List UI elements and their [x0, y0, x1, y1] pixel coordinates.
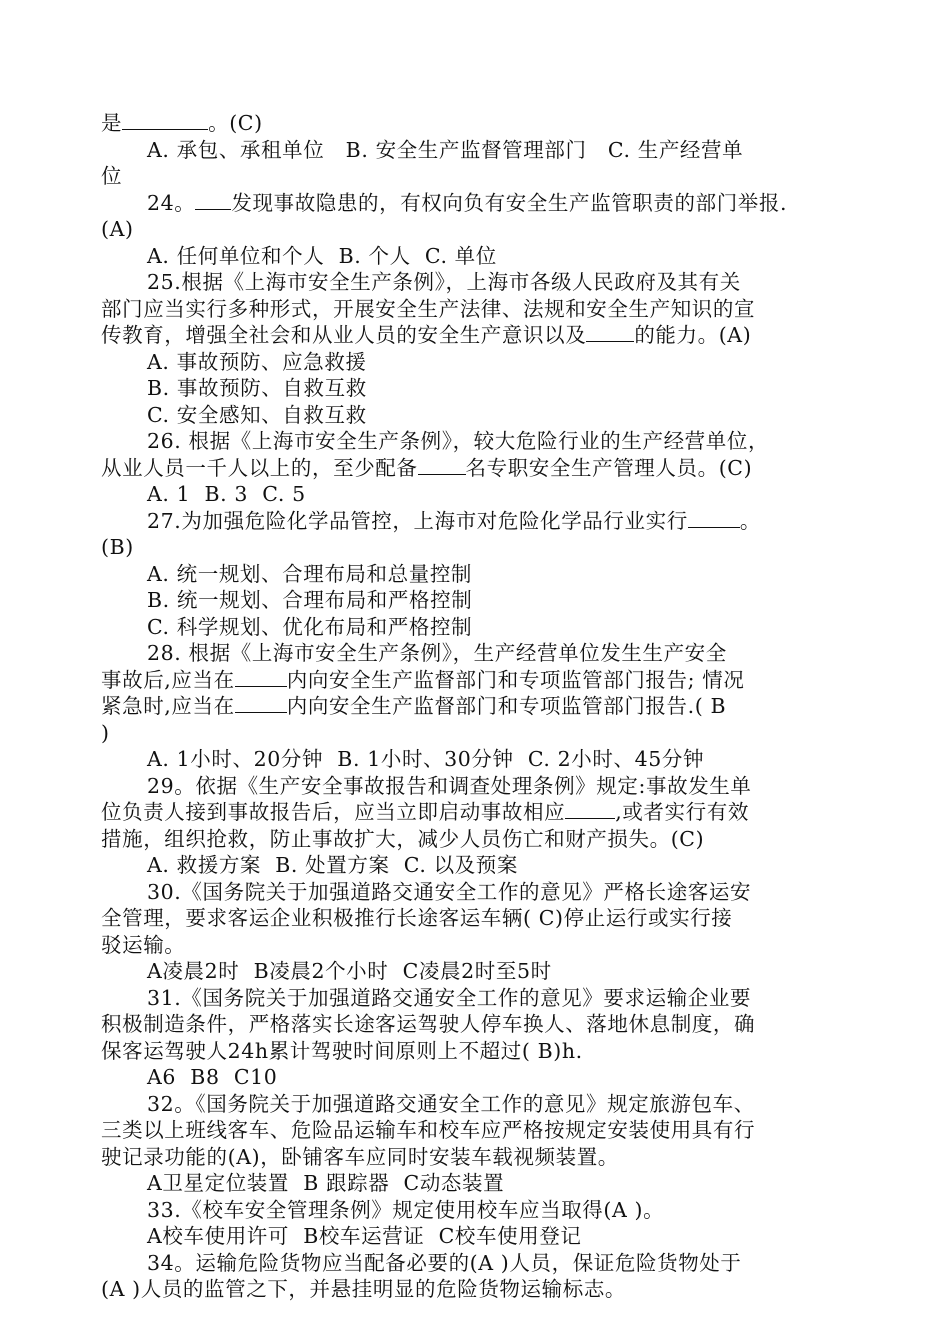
fill-in-blank: [195, 191, 231, 210]
line-text: A卫星定位装置 B 跟踪器 C动态装置: [147, 1171, 505, 1195]
line-text: 三类以上班线客车、危险品运输车和校车应严格按规定安装使用具有行: [101, 1118, 756, 1142]
line-text: 积极制造条件，严格落实长途客运驾驶人停车换人、落地休息制度，确: [101, 1012, 756, 1036]
line-text: 30.《国务院关于加强道路交通安全工作的意见》严格长途客运安: [147, 879, 752, 904]
text-line: [101, 163, 851, 190]
line-text: 位: [101, 164, 123, 188]
text-line: [101, 1144, 851, 1171]
text-line: [101, 243, 851, 270]
line-text: 25.根据《上海市安全生产条例》，上海市各级人民政府及其有关: [147, 270, 741, 294]
line-text: A. 任何单位和个人 B. 个人 C. 单位: [147, 243, 497, 268]
text-line: [101, 799, 851, 826]
text-line: [101, 879, 851, 906]
text-line: [101, 534, 851, 561]
line-text: C. 科学规划、优化布局和严格控制: [147, 614, 473, 639]
line-text-before-blank: 24。: [147, 190, 196, 215]
text-line: [101, 375, 851, 402]
text-line: [101, 137, 851, 164]
fill-in-blank: [235, 668, 287, 687]
line-text: ): [101, 720, 110, 745]
text-line: [101, 773, 851, 800]
text-line: [101, 561, 851, 588]
text-line: [101, 1038, 851, 1065]
text-line: [101, 216, 851, 243]
line-text: (A): [101, 217, 134, 241]
text-line: [101, 269, 851, 296]
text-line: [101, 428, 851, 455]
text-line: [101, 322, 851, 349]
text-line: [101, 296, 851, 323]
text-line: [101, 1250, 851, 1277]
line-text: (A )人员的监管之下，并悬挂明显的危险货物运输标志。: [101, 1277, 627, 1301]
line-text: 32。《国务院关于加强道路交通安全工作的意见》规定旅游包车、: [147, 1091, 755, 1116]
line-text: B. 统一规划、合理布局和严格控制: [147, 588, 473, 612]
text-line: [101, 349, 851, 376]
text-line: [101, 1011, 851, 1038]
text-line: [101, 1117, 851, 1144]
fill-in-blank: [565, 800, 615, 819]
line-text-before-blank: 事故后,应当在: [101, 667, 235, 692]
text-line: [101, 402, 851, 429]
text-line: [101, 614, 851, 641]
line-text: 26. 根据《上海市安全生产条例》，较大危险行业的生产经营单位，: [147, 429, 770, 453]
line-text: 28. 根据《上海市安全生产条例》，生产经营单位发生生产安全: [147, 641, 727, 665]
line-text: 驳运输。: [101, 932, 186, 957]
text-line: [101, 667, 851, 694]
fill-in-blank: [586, 323, 634, 342]
line-text-after-blank: 名专职安全生产管理人员。(C): [465, 455, 753, 480]
text-line: [101, 693, 851, 720]
line-text-before-blank: 传教育，增强全社会和从业人员的安全生产意识以及: [101, 323, 587, 347]
line-text: 31.《国务院关于加强道路交通安全工作的意见》要求运输企业要: [147, 985, 752, 1010]
line-text: C. 安全感知、自救互救: [147, 402, 367, 427]
line-text: A校车使用许可 B校车运营证 C校车使用登记: [147, 1224, 582, 1248]
line-text-after-blank: 的能力。(A): [634, 323, 752, 347]
line-text: 29。依据《生产安全事故报告和调查处理条例》规定:事故发生单: [147, 773, 752, 798]
text-line: [101, 746, 851, 773]
text-line: [101, 587, 851, 614]
line-text: A. 承包、承租单位 B. 安全生产监督管理部门 C. 生产经营单: [147, 137, 744, 162]
line-text: 部门应当实行多种形式，开展安全生产法律、法规和安全生产知识的宣: [101, 296, 756, 321]
text-line: [101, 958, 851, 985]
line-text: A. 救援方案 B. 处置方案 C. 以及预案: [147, 853, 518, 877]
line-text: A凌晨2时 B凌晨2个小时 C凌晨2时至5时: [147, 959, 552, 983]
line-text: B. 事故预防、自救互救: [147, 376, 367, 400]
text-line: [101, 1091, 851, 1118]
text-line: [101, 640, 851, 667]
text-line: [101, 455, 851, 482]
line-text-after-blank: 。: [739, 508, 761, 533]
line-text-after-blank: 内向安全生产监督部门和专项监管部门报告.( B: [286, 694, 727, 718]
text-line: [101, 720, 851, 747]
line-text: A. 统一规划、合理布局和总量控制: [147, 561, 473, 586]
line-text-after-blank: 发现事故隐患的，有权向负有安全生产监管职责的部门举报.: [231, 190, 788, 215]
line-text-before-blank: 27.为加强危险化学品管控，上海市对危险化学品行业实行: [147, 508, 688, 533]
line-text: 全管理，要求客运企业积极推行长途客运车辆( C)停止运行或实行接: [101, 906, 733, 930]
line-text: A6 B8 C10: [147, 1065, 278, 1089]
document-body: [101, 110, 851, 1303]
text-line: [101, 905, 851, 932]
line-text-after-blank: ,或者实行有效: [615, 800, 749, 824]
text-line: [101, 1064, 851, 1091]
text-line: [101, 481, 851, 508]
text-line: [101, 852, 851, 879]
text-line: [101, 1197, 851, 1224]
line-text-before-blank: 是: [101, 111, 123, 135]
line-text: 保客运驾驶人24h累计驾驶时间原则上不超过( B)h.: [101, 1038, 583, 1063]
line-text: 驶记录功能的(A)，卧铺客车应同时安装车载视频装置。: [101, 1144, 619, 1169]
text-line: [101, 1223, 851, 1250]
text-line: [101, 1276, 851, 1303]
line-text: A. 1小时、20分钟 B. 1小时、30分钟 C. 2小时、45分钟: [147, 747, 705, 771]
fill-in-blank: [418, 456, 466, 475]
fill-in-blank: [122, 111, 208, 130]
text-line: [101, 1170, 851, 1197]
line-text: 33.《校车安全管理条例》规定使用校车应当取得(A )。: [147, 1197, 665, 1222]
line-text-before-blank: 从业人员一千人以上的，至少配备: [101, 455, 418, 480]
fill-in-blank: [688, 509, 740, 528]
text-line: [101, 190, 851, 217]
text-line: [101, 932, 851, 959]
fill-in-blank: [235, 694, 287, 713]
line-text: A. 1 B. 3 C. 5: [147, 482, 306, 506]
text-line: [101, 508, 851, 535]
line-text: 措施，组织抢救，防止事故扩大，减少人员伤亡和财产损失。(C): [101, 826, 705, 851]
line-text: 34。运输危险货物应当配备必要的(A )人员，保证危险货物处于: [147, 1250, 742, 1275]
line-text: (B): [101, 535, 134, 559]
line-text-after-blank: 内向安全生产监督部门和专项监管部门报告; 情况: [286, 667, 745, 692]
line-text: A. 事故预防、应急救援: [147, 349, 367, 374]
text-line: [101, 110, 851, 137]
line-text-after-blank: 。(C): [208, 111, 263, 135]
text-line: [101, 985, 851, 1012]
line-text-before-blank: 紧急时,应当在: [101, 694, 235, 718]
line-text-before-blank: 位负责人接到事故报告后，应当立即启动事故相应: [101, 800, 566, 824]
text-line: [101, 826, 851, 853]
